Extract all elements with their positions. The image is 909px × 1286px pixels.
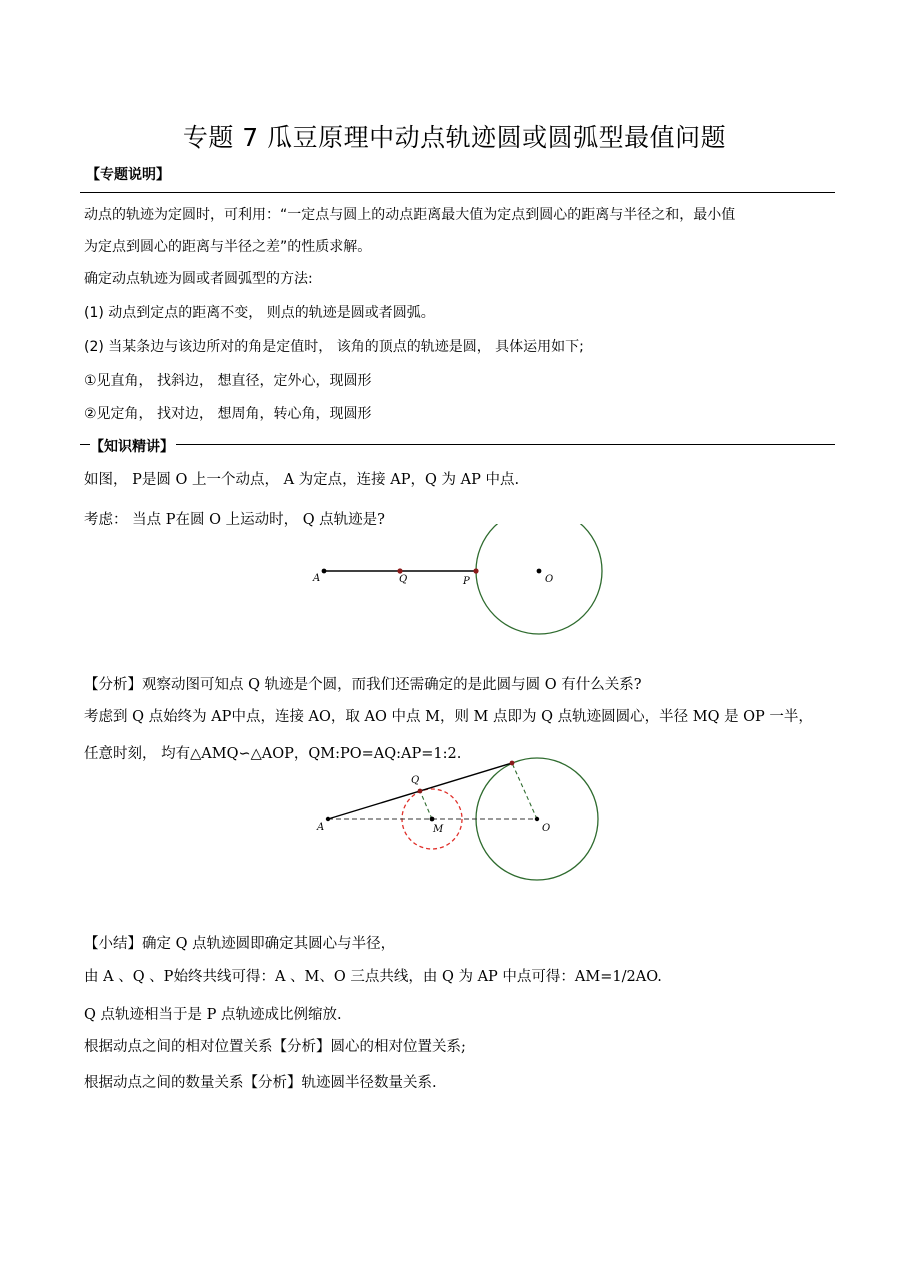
- point-a: [322, 569, 327, 574]
- analysis-line: 【分析】观察动图可知点 Q 轨迹是个圆，而我们还需确定的是此圆与圆 O 有什么关系?: [84, 677, 642, 693]
- label-q: Q: [399, 574, 408, 585]
- paragraph-line: ①见直角， 找斜边， 想直径，定外心，现圆形: [84, 373, 372, 389]
- divider: [80, 192, 835, 193]
- segment-op: [512, 763, 537, 819]
- point-p: [510, 761, 515, 766]
- page-title: 专题 7 瓜豆原理中动点轨迹圆或圆弧型最值问题: [182, 123, 727, 152]
- question-text: 考虑： 当点 P在圆 O 上运动时， Q 点轨迹是?: [84, 512, 385, 528]
- summary-line: 根据动点之间的数量关系【分析】轨迹圆半径数量关系.: [84, 1075, 437, 1091]
- label-q: Q: [411, 775, 420, 786]
- section-heading-description: 【专题说明】: [86, 167, 170, 183]
- section-heading-knowledge: 【知识精讲】: [90, 436, 176, 456]
- paragraph-line: 确定动点轨迹为圆或者圆弧型的方法:: [84, 271, 313, 287]
- point-m: [430, 817, 435, 822]
- analysis-line: 任意时刻， 均有△AMQ∽△AOP，QM:PO=AQ:AP=1:2.: [84, 746, 462, 762]
- summary-line: 由 A 、Q 、P始终共线可得：A 、M、O 三点共线，由 Q 为 AP 中点可得：AM=1/2AO.: [84, 969, 662, 985]
- paragraph-line: (2) 当某条边与该边所对的角是定值时， 该角的顶点的轨迹是圆， 具体运用如下;: [84, 339, 584, 355]
- figure-1: [300, 518, 620, 640]
- point-o: [537, 569, 542, 574]
- label-o: O: [542, 823, 551, 834]
- point-o: [535, 817, 539, 821]
- intro-text: 如图， P是圆 O 上一个动点， A 为定点，连接 AP，Q 为 AP 中点.: [84, 472, 520, 488]
- divider: [80, 444, 835, 445]
- paragraph-line: ②见定角， 找对边， 想周角，转心角，现圆形: [84, 406, 372, 422]
- point-q: [397, 568, 402, 573]
- paragraph-line: (1) 动点到定点的距离不变， 则点的轨迹是圆或者圆弧。: [84, 305, 435, 321]
- label-a: A: [313, 573, 321, 584]
- figure-2: [312, 756, 604, 886]
- analysis-line: 考虑到 Q 点始终为 AP中点，连接 AO，取 AO 中点 M，则 M 点即为 Q 点轨迹圆圆心，半径 MQ 是 OP 一半，: [84, 709, 813, 725]
- label-o: O: [545, 574, 554, 585]
- summary-line: Q 点轨迹相当于是 P 点轨迹成比例缩放.: [84, 1007, 342, 1023]
- paragraph-line: 动点的轨迹为定圆时，可利用：“一定点与圆上的动点距离最大值为定点到圆心的距离与半径之和，最小值: [84, 207, 736, 223]
- point-p: [473, 568, 478, 573]
- label-p: P: [463, 576, 470, 587]
- paragraph-line: 为定点到圆心的距离与半径之差”的性质求解。: [84, 239, 372, 255]
- point-a: [326, 817, 330, 821]
- summary-line: 【小结】确定 Q 点轨迹圆即确定其圆心与半径，: [84, 936, 396, 952]
- segment-mq: [420, 791, 432, 819]
- label-a: A: [317, 822, 325, 833]
- circle-o: [476, 518, 602, 634]
- point-q: [418, 789, 423, 794]
- summary-line: 根据动点之间的相对位置关系【分析】圆心的相对位置关系;: [84, 1039, 466, 1055]
- label-m: M: [433, 824, 444, 835]
